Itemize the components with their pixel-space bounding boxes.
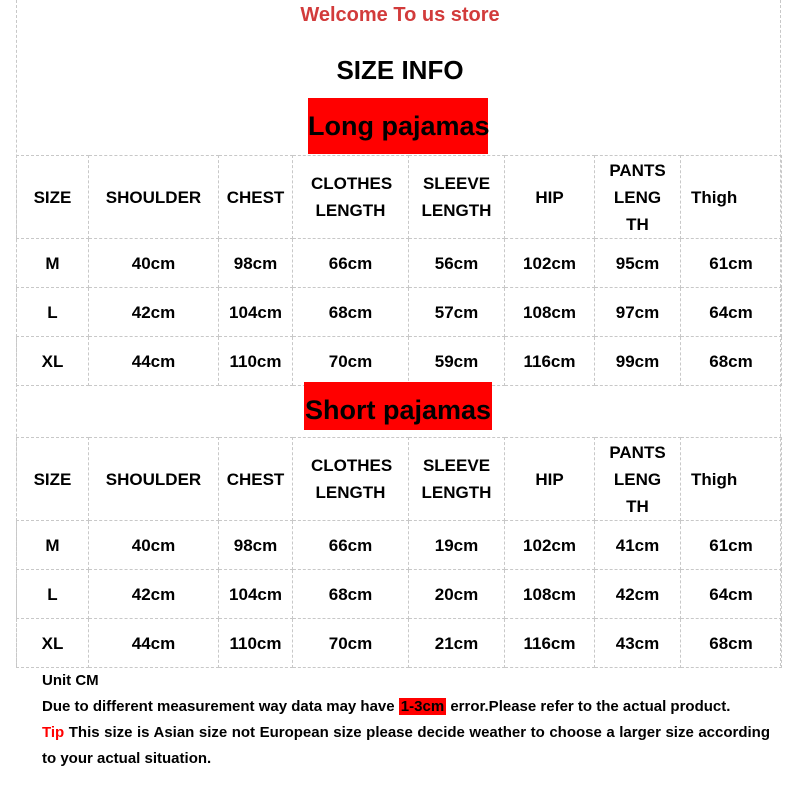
table-cell: 95cm (595, 239, 681, 288)
table-cell: M (17, 239, 89, 288)
table-cell: 41cm (595, 521, 681, 570)
table-row (17, 288, 782, 337)
column-header: Thigh (681, 438, 782, 521)
table-cell: 97cm (595, 288, 681, 337)
table-cell: 21cm (409, 619, 505, 668)
table-cell: 102cm (505, 239, 595, 288)
table-cell: XL (17, 619, 89, 668)
long-pajamas-banner: Long pajamas (308, 98, 488, 154)
table-cell: 42cm (89, 288, 219, 337)
tip-text: This size is Asian size not European size please decide weather to choose a larger size according to your actual situation. (42, 724, 771, 767)
table-cell: 19cm (409, 521, 505, 570)
table-row (17, 239, 782, 288)
column-header: SHOULDER (89, 438, 219, 521)
unit-note: Unit CM (42, 672, 99, 689)
column-header: PANTS LENGTH (595, 438, 681, 521)
column-header: SIZE (17, 438, 89, 521)
size-notes (42, 668, 770, 772)
column-header: SLEEVE LENGTH (409, 156, 505, 239)
table-cell: 59cm (409, 337, 505, 386)
table-header-row (17, 156, 782, 239)
column-header: CHEST (219, 156, 293, 239)
error-note-suffix: error.Please refer to the actual product. (450, 698, 731, 715)
table-cell: 110cm (219, 619, 293, 668)
table-cell: 68cm (293, 288, 409, 337)
table-cell: 56cm (409, 239, 505, 288)
tip-note (42, 720, 770, 772)
table-cell: 104cm (219, 570, 293, 619)
column-header: CHEST (219, 438, 293, 521)
column-header: PANTS LENGTH (595, 156, 681, 239)
table-cell: 61cm (681, 521, 782, 570)
table-cell: 108cm (505, 288, 595, 337)
table-cell: L (17, 570, 89, 619)
table-cell: 61cm (681, 239, 782, 288)
table-cell: 70cm (293, 337, 409, 386)
table-cell: 40cm (89, 239, 219, 288)
table-cell: 70cm (293, 619, 409, 668)
error-note-prefix: Due to different measurement way data may have (42, 698, 395, 715)
table-cell: 64cm (681, 570, 782, 619)
measurement-error-note (42, 694, 770, 720)
column-header: CLOTHES LENGTH (293, 438, 409, 521)
table-cell: 98cm (219, 239, 293, 288)
table-row (17, 521, 782, 570)
table-cell: 57cm (409, 288, 505, 337)
table-cell: 110cm (219, 337, 293, 386)
table-cell: 116cm (505, 619, 595, 668)
table-row (17, 570, 782, 619)
table-row (17, 337, 782, 386)
table-cell: 99cm (595, 337, 681, 386)
table-cell: 68cm (681, 619, 782, 668)
table-cell: 42cm (89, 570, 219, 619)
table-header-row (17, 438, 782, 521)
column-header: HIP (505, 438, 595, 521)
table-row (17, 619, 782, 668)
table-cell: 66cm (293, 521, 409, 570)
table-cell: 43cm (595, 619, 681, 668)
table-cell: 40cm (89, 521, 219, 570)
table-cell: 98cm (219, 521, 293, 570)
column-header: SHOULDER (89, 156, 219, 239)
table-cell: 44cm (89, 619, 219, 668)
table-cell: 66cm (293, 239, 409, 288)
table-cell: 108cm (505, 570, 595, 619)
table-cell: 68cm (293, 570, 409, 619)
column-header: SIZE (17, 156, 89, 239)
short-pajamas-banner: Short pajamas (304, 382, 492, 430)
tip-label: Tip (42, 724, 65, 741)
column-header: SLEEVE LENGTH (409, 438, 505, 521)
error-range-highlight: 1-3cm (400, 698, 445, 715)
table-cell: 20cm (409, 570, 505, 619)
table-cell: XL (17, 337, 89, 386)
table-cell: 104cm (219, 288, 293, 337)
table-cell: 64cm (681, 288, 782, 337)
table-cell: 116cm (505, 337, 595, 386)
short-pajamas-table (16, 437, 782, 668)
table-cell: 42cm (595, 570, 681, 619)
column-header: CLOTHES LENGTH (293, 156, 409, 239)
table-cell: M (17, 521, 89, 570)
store-welcome: Welcome To us store (300, 4, 500, 26)
column-header: Thigh (681, 156, 782, 239)
table-cell: 44cm (89, 337, 219, 386)
long-pajamas-table (16, 155, 782, 386)
column-header: HIP (505, 156, 595, 239)
table-cell: 68cm (681, 337, 782, 386)
page-title: SIZE INFO (336, 55, 464, 85)
table-cell: 102cm (505, 521, 595, 570)
table-cell: L (17, 288, 89, 337)
